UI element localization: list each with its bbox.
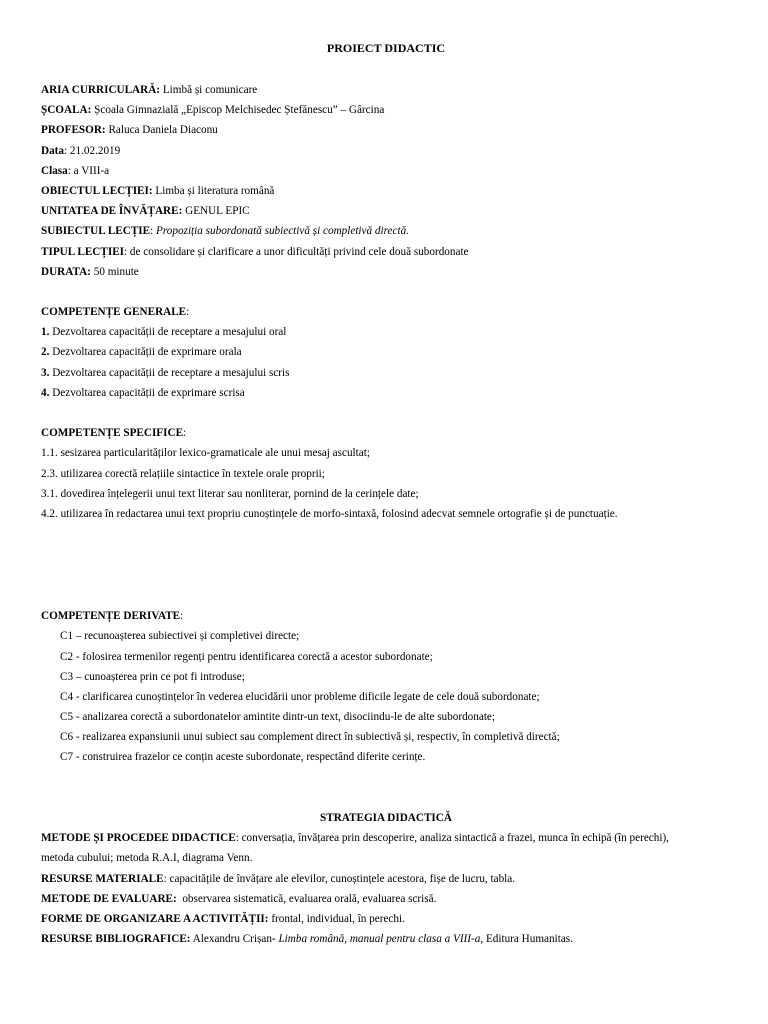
info-label: METODE DE EVALUARE: <box>41 892 177 905</box>
item-number: 3. <box>41 366 50 379</box>
item-number: 4. <box>41 386 50 399</box>
info-label: FORME DE ORGANIZARE A ACTIVITĂȚII: <box>41 912 269 925</box>
list-item: C7 - construirea frazelor ce conțin aceste subordonate, respectând diferite cerințe. <box>60 751 426 764</box>
info-label: ARIA CURRICULARĂ: <box>41 84 161 96</box>
info-value: : conversația, învățarea prin descoperire, analiza sintactică a frazei, munca în echipă (în perechi), <box>235 832 669 845</box>
item-number: 1. <box>41 326 50 339</box>
section-heading: COMPETENȚE SPECIFICE <box>41 427 184 440</box>
info-value: : a VIII-a <box>67 164 110 177</box>
item-text: Dezvoltarea capacității de receptare a mesajului oral <box>49 326 287 339</box>
item-text: Dezvoltarea capacității de receptare a mesajului scris <box>49 366 290 379</box>
info-value: : de consolidare și clarificare a unor dificultăți privind cele două subordonate <box>124 245 469 258</box>
section-heading: COMPETENȚE GENERALE <box>41 306 187 319</box>
item-number: 2. <box>41 346 50 359</box>
list-item <box>41 363 731 383</box>
list-item <box>41 322 731 342</box>
info-subiect <box>41 221 731 241</box>
heading-colon: : <box>180 610 184 623</box>
info-value: Raluca Daniela Diaconu <box>105 124 218 137</box>
strategia-heading: STRATEGIA DIDACTICĂ <box>320 812 452 824</box>
info-value: Școala Gimnazială „Episcop Melchisedec Ștefănescu” – Gârcina <box>91 104 385 117</box>
info-tipul <box>41 242 731 262</box>
info-label: OBIECTUL LECȚIEI: <box>41 184 153 197</box>
info-label: PROFESOR: <box>41 124 106 137</box>
info-data <box>41 141 731 161</box>
competente-derivate-heading <box>41 606 731 626</box>
section-heading: COMPETENȚE DERIVATE <box>41 610 181 623</box>
info-unitate <box>41 201 731 221</box>
list-item: C3 – cunoașterea prin ce pot fi introduse; <box>60 670 245 683</box>
list-item: C2 - folosirea termenilor regenți pentru identificarea corectă a acestor subordonate; <box>60 650 433 663</box>
info-clasa <box>41 161 731 181</box>
info-label: RESURSE BIBLIOGRAFICE: <box>41 933 191 946</box>
list-item <box>41 342 731 362</box>
info-value: observarea sistematică, evaluarea orală, evaluarea scrisă. <box>176 892 437 905</box>
list-item: C5 - analizarea corectă a subordonatelor amintite dintr-un text, disociindu-le de alte subordonate; <box>60 711 495 724</box>
list-item: 3.1. dovedirea înțelegerii unui text literar sau nonliterar, pornind de la cerințele date; <box>41 487 419 500</box>
biblio-title: Limba română, manual pentru clasa a VIII-a <box>278 933 481 946</box>
strategia-metode-cont: metoda cubului; metoda R.A.I, diagrama Venn. <box>41 852 253 865</box>
info-label: SUBIECTUL LECȚIE <box>41 225 151 238</box>
list-item <box>41 383 731 403</box>
info-value: : capacitățile de învățare ale elevilor, cunoștințele acestora, fișe de lucru, tabla. <box>163 872 516 885</box>
heading-colon: : <box>186 306 190 319</box>
biblio-author: Alexandru Crișan- <box>190 933 279 946</box>
list-item: C4 - clarificarea cunoștințelor în vederea elucidării unor probleme dificile legate de cele două subordonate; <box>60 690 540 703</box>
info-label: RESURSE MATERIALE <box>41 872 164 885</box>
info-value: Limba și literatura română <box>152 184 275 197</box>
info-label: Data <box>41 144 64 157</box>
info-durata <box>41 262 731 282</box>
list-item: C1 – recunoașterea subiectivei și completivei directe; <box>60 630 300 643</box>
info-separator: : <box>150 225 157 238</box>
info-value: Limbă și comunicare <box>160 84 258 96</box>
info-value: GENUL EPIC <box>182 205 250 218</box>
competente-generale-heading <box>41 302 731 322</box>
info-profesor <box>41 120 731 140</box>
info-value: frontal, individual, în perechi. <box>268 912 405 925</box>
strategia-evaluare <box>41 889 731 909</box>
info-label: TIPUL LECȚIEI <box>41 245 125 258</box>
info-label: DURATA: <box>41 265 91 278</box>
list-item: 2.3. utilizarea corectă relațiile sintactice în textele orale proprii; <box>41 467 325 480</box>
info-scoala <box>41 100 731 120</box>
document-title: PROIECT DIDACTIC <box>326 41 446 55</box>
info-value: 50 minute <box>90 265 139 278</box>
item-text: Dezvoltarea capacității de exprimare orala <box>49 346 242 359</box>
info-obiect <box>41 181 731 201</box>
info-value: Propoziția subordonată subiectivă și completivă directă. <box>156 225 409 238</box>
list-item: C6 - realizarea expansiunii unui subiect sau complement direct în subiectivă și, respectiv, în completivă directă; <box>60 731 560 744</box>
biblio-rest: , Editura Humanitas. <box>480 933 573 946</box>
info-arie <box>41 80 731 100</box>
info-value: : 21.02.2019 <box>64 144 121 157</box>
info-label: ȘCOALA: <box>41 104 92 117</box>
info-label: UNITATEA DE ÎNVĂȚARE: <box>41 205 183 218</box>
strategia-resurse <box>41 869 731 889</box>
heading-colon: : <box>183 427 187 440</box>
competente-specifice-heading <box>41 423 731 443</box>
info-label: Clasa <box>41 164 68 177</box>
strategia-forme <box>41 909 731 929</box>
document-page <box>41 38 731 949</box>
strategia-biblio <box>41 929 731 949</box>
info-label: METODE ȘI PROCEDEE DIDACTICE <box>41 832 236 845</box>
item-text: Dezvoltarea capacității de exprimare scrisa <box>49 386 245 399</box>
strategia-metode <box>41 828 731 848</box>
list-item: 4.2. utilizarea în redactarea unui text propriu cunoștințele de morfo-sintaxă, folosind adecvat semnele ortografie și de punctuație. <box>41 507 618 520</box>
list-item: 1.1. sesizarea particularităților lexico-gramaticale ale unui mesaj ascultat; <box>41 447 370 460</box>
